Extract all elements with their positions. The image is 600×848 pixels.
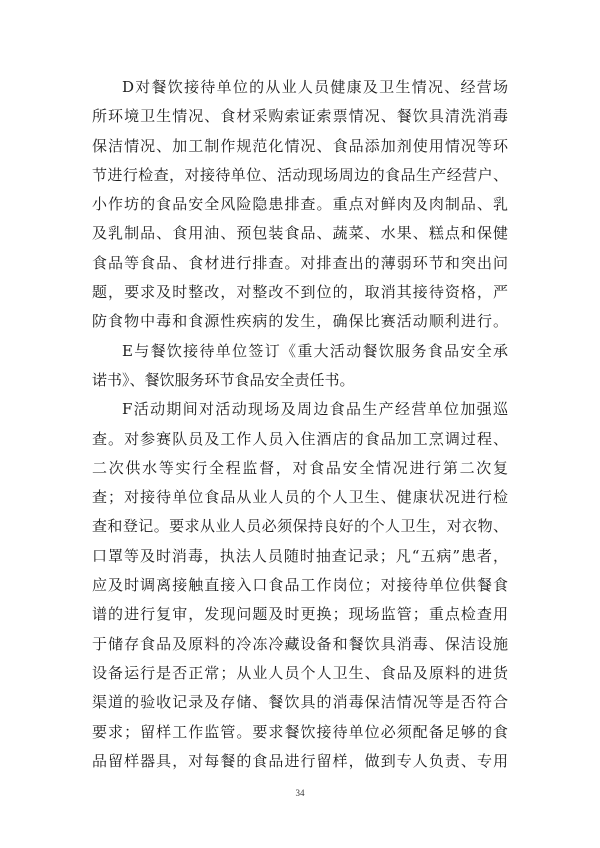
paragraph-line: 防食物中毒和食源性疾病的发生，确保比赛活动顺利进行。 [92, 312, 508, 331]
paragraph-line: 品留样器具，对每餐的食品进行留样，做到专人负责、专用 [92, 751, 508, 770]
paragraph-line: D对餐饮接待单位的从业人员健康及卫生情况、经营场 [122, 78, 508, 96]
paragraph-line: 于储存食品及原料的冷冻冷藏设备和餐饮具消毒、保洁设施 [92, 634, 508, 653]
paragraph-line: 查；对接待单位食品从业人员的个人卫生、健康状况进行检 [92, 488, 508, 507]
paragraph-line: 设备运行是否正常；从业人员个人卫生、食品及原料的进货 [92, 663, 508, 682]
paragraph-line: 题，要求及时整改，对整改不到位的，取消其接待资格，严 [92, 283, 508, 302]
paragraph-line: 口罩等及时消毒，执法人员随时抽查记录；凡“五病”患者， [92, 546, 508, 565]
paragraph-line: 谱的进行复审，发现问题及时更换；现场监管；重点检查用 [92, 605, 508, 624]
paragraph-line: 渠道的验收记录及存储、餐饮具的消毒保洁情况等是否符合 [92, 693, 508, 712]
paragraph-line: 所环境卫生情况、食材采购索证索票情况、餐饮具清洗消毒 [92, 107, 508, 126]
paragraph-line: 节进行检查，对接待单位、活动现场周边的食品生产经营户、 [92, 165, 508, 184]
paragraph-line: 应及时调离接触直接入口食品工作岗位；对接待单位供餐食 [92, 576, 508, 595]
paragraph-d [92, 73, 508, 337]
paragraph-line: 查和登记。要求从业人员必须保持良好的个人卫生，对衣物、 [92, 517, 508, 536]
paragraph-line: 二次供水等实行全程监督，对食品安全情况进行第二次复 [92, 458, 508, 477]
paragraph-line: E与餐饮接待单位签订《重大活动餐饮服务食品安全承 [122, 341, 508, 360]
paragraph-line: 保洁情况、加工制作规范化情况、食品添加剂使用情况等环 [92, 136, 508, 155]
paragraph-e [92, 337, 508, 396]
paragraph-line: 要求；留样工作监管。要求餐饮接待单位必须配备足够的食 [92, 722, 508, 741]
paragraph-f [92, 395, 508, 776]
body-text [92, 73, 508, 776]
paragraph-line: 查。对参赛队员及工作人员入住酒店的食品加工烹调过程、 [92, 429, 508, 448]
paragraph-line: 食品等食品、食材进行排查。对排查出的薄弱环节和突出问 [92, 253, 508, 272]
paragraph-line: F活动期间对活动现场及周边食品生产经营单位加强巡 [122, 400, 508, 419]
paragraph-line: 诺书》、餐饮服务环节食品安全责任书。 [92, 370, 355, 389]
paragraph-line: 小作坊的食品安全风险隐患排查。重点对鲜肉及肉制品、乳 [92, 195, 508, 214]
paragraph-line: 及乳制品、食用油、预包装食品、蔬菜、水果、糕点和保健 [92, 224, 508, 243]
page-number: 34 [295, 788, 305, 798]
